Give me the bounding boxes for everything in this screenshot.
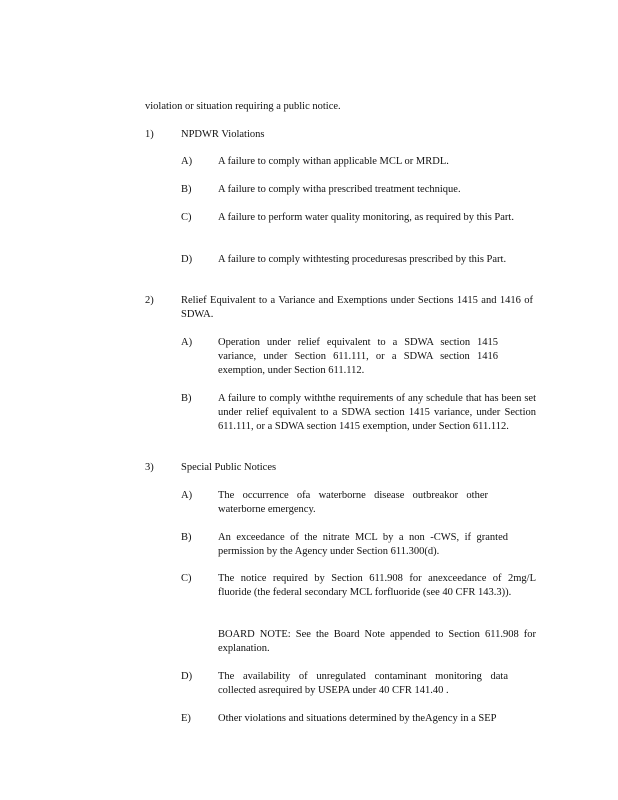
item-text: The availability of unregulated contaminant monitoring data collected asrequired by USEPA under 40 CFR 141.40 .	[218, 671, 508, 696]
section-title: NPDWR Violations	[181, 129, 265, 140]
item-number: A)	[181, 490, 193, 501]
item-text: A failure to comply withthe requirements of any schedule that has been set under relief equivalent to a SDWA section 1415 variance, under Section 611.111, or a SDWA section 1415 exemption, under Section 611.112.	[218, 393, 536, 432]
section-number: 1)	[145, 129, 154, 140]
item-text: A failure to comply withtesting proceduresas prescribed by this Part.	[218, 254, 507, 265]
item-text: The notice required by Section 611.908 for anexceedance of 2mg/L fluoride (the federal secondary MCL forfluoride (see 40 CFR 143.3)).	[218, 573, 536, 598]
item-number: B)	[181, 393, 192, 404]
section-title: Relief Equivalent to a Variance and Exemptions under Sections 1415 and 1416 of SDWA.	[181, 295, 533, 320]
item-number: C)	[181, 212, 192, 223]
item-text: Other violations and situations determined by theAgency in a SEP	[218, 713, 497, 724]
item-text: An exceedance of the nitrate MCL by a non -CWS, if granted permission by the Agency under Section 611.300(d).	[218, 532, 508, 557]
item-text: The occurrence ofa waterborne disease outbreakor other waterborne emergency.	[218, 490, 488, 515]
item-number: C)	[181, 573, 192, 584]
item-text: A failure to perform water quality monitoring, as required by this Part.	[218, 212, 514, 223]
item-number: B)	[181, 184, 192, 195]
item-text: A failure to comply withan applicable MCL or MRDL.	[218, 156, 449, 167]
intro-text: violation or situation requiring a public notice.	[145, 101, 341, 112]
item-number: E)	[181, 713, 191, 724]
section-number: 2)	[145, 295, 154, 306]
item-text: A failure to comply witha prescribed treatment technique.	[218, 184, 461, 195]
item-number: A)	[181, 156, 193, 167]
section-number: 3)	[145, 462, 154, 473]
item-text: Operation under relief equivalent to a SDWA section 1415 variance, under Section 611.111, or a SDWA section 1416 exemption, under Section 611.112.	[218, 337, 498, 376]
section-title: Special Public Notices	[181, 462, 277, 473]
item-number: D)	[181, 671, 193, 682]
item-number: D)	[181, 254, 193, 265]
item-number: B)	[181, 532, 192, 543]
item-number: A)	[181, 337, 193, 348]
board-note: BOARD NOTE: See the Board Note appended to Section 611.908 for explanation.	[218, 629, 536, 654]
